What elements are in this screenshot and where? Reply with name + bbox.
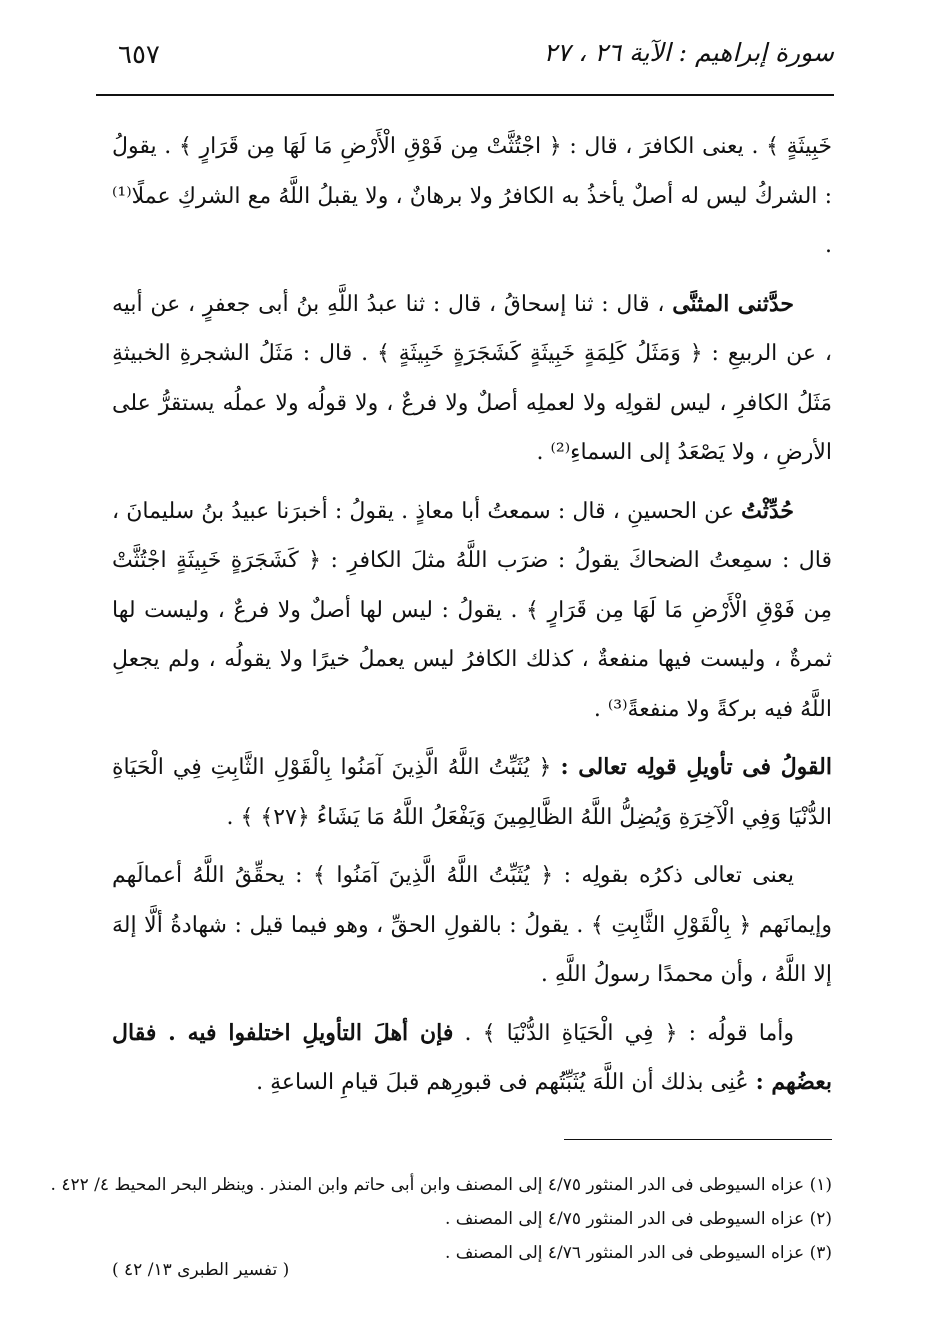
footnotes (50, 1168, 832, 1270)
header-rule (96, 94, 834, 96)
section-heading: القولُ فى تأويلِ قولِه تعالى : (560, 754, 832, 780)
section-heading-paragraph (112, 743, 832, 842)
running-title: سورة إبراهيم : الآية ٢٦ ، ٢٧ (543, 38, 834, 67)
paragraph-6 (112, 1009, 832, 1108)
paragraph-1 (112, 122, 832, 271)
footnote-1: (١) عزاه السيوطى فى الدر المنثور ٤/٧٥ إلى المصنف وابن أبى حاتم وابن المنذر . وينظر البحر المحيط ٤/ ٤٢٢ . (50, 1175, 832, 1195)
paragraph-3 (112, 487, 832, 735)
page-number: ٦٥٧ (118, 40, 160, 70)
narrator-lead: حدَّثنى المثنَّى (672, 290, 795, 317)
body-text (112, 122, 832, 1117)
book-reference: ( تفسير الطبرى ١٣/ ٤٢ ) (112, 1260, 290, 1280)
paragraph-text: ، قال : ثنا إسحاقُ ، قال : ثنا عبدُ اللَّهِ بنُ أبى جعفرٍ ، عن أبيه ، عن الربيعِ : ﴿ وَمَثَلُ كَلِمَةٍ خَبِيثَةٍ كَشَجَرَةٍ خَبِيثَةٍ ﴾ . قال : مَثَلُ الشجرةِ الخبيثةِ مَثَلُ الكافرِ ، ليس لقولِه ولا لعملِه أصلٌ ولا فرعٌ ، ولا قولُه ولا عملُه يستقرُّ على الأرضِ ، ولا يَصْعَدُ إلى السماءِ⁽²⁾ . (112, 291, 832, 465)
footnote-2: (٢) عزاه السيوطى فى الدر المنثور ٤/٧٥ إلى المصنف . (445, 1209, 832, 1229)
quranic-verse: ﴿ يُثَبِّتُ اللَّهُ الَّذِينَ آمَنُوا بِالْقَوْلِ الثَّابِتِ فِي الْحَيَاةِ الدُّنْيَا وَفِي الْآخِرَةِ وَيُضِلُّ اللَّهُ الظَّالِمِينَ وَيَفْعَلُ اللَّهُ مَا يَشَاءُ ﴿٢٧﴾ ﴾ . (112, 755, 832, 830)
paragraph-2 (112, 280, 832, 478)
paragraph-text: يعنى تعالى ذكرُه بقولِه : ﴿ يُثَبِّتُ اللَّهُ الَّذِينَ آمَنُوا ﴾ : يحقِّقُ اللَّهُ أعمالَهم وإيمانَهم ﴿ بِالْقَوْلِ الثَّابِتِ ﴾ . يقولُ : بالقولِ الحقِّ ، وهو فيما قيل : شهادةُ ألَّا إلهَ إلا اللَّهُ ، وأن محمدًا رسولُ اللَّهِ . (112, 863, 832, 987)
paragraph-text: خَبِيثَةٍ ﴾ . يعنى الكافرَ ، قال : ﴿ اجْتُثَّتْ مِن فَوْقِ الْأَرْضِ مَا لَهَا مِن قَرَارٍ ﴾ . يقولُ : الشركُ ليس له أصلٌ يأخذُ به الكافرُ ولا برهانٌ ، ولا يقبلُ اللَّهُ مع الشركِ عملًا⁽¹⁾ . (112, 134, 832, 258)
footnote-rule (564, 1139, 832, 1140)
paragraph-text: عن الحسينِ ، قال : سمعتُ أبا معاذٍ . يقولُ : أخبرَنا عبيدُ بنُ سليمانَ ، قال : سمِعتُ الضحاكَ يقولُ : ضرَب اللَّهُ مثلَ الكافرِ : ﴿ كَشَجَرَةٍ خَبِيثَةٍ اجْتُثَّتْ مِن فَوْقِ الْأَرْضِ مَا لَهَا مِن قَرَارٍ ﴾ . يقولُ : ليس لها أصلٌ ولا فرعٌ ، وليست لها ثمرةٌ ، وليست فيها منفعةٌ ، كذلك الكافرُ ليس يعملُ خيرًا ولا يقولُه ، ولم يجعلِ اللَّهُ فيه بركةً ولا منفعةً⁽³⁾ . (112, 498, 833, 722)
bold-phrase: فإن أهلَ التأويلِ اختلفوا فيه . فقال بعضُهم : (112, 1019, 832, 1095)
paragraph-text-after: عُنِى بذلك أن اللَّهَ يُثَبِّتُهم فى قبورِهم قبلَ قيامِ الساعةِ . (256, 1070, 749, 1095)
narrator-lead: حُدِّثْتُ (741, 497, 794, 524)
paragraph-5 (112, 851, 832, 1000)
paragraph-text: وأما قولُه : ﴿ فِي الْحَيَاةِ الدُّنْيَا ﴾ . (464, 1020, 794, 1046)
footnote-3: (٣) عزاه السيوطى فى الدر المنثور ٤/٧٦ إلى المصنف . (445, 1243, 832, 1263)
page-header (96, 36, 834, 84)
